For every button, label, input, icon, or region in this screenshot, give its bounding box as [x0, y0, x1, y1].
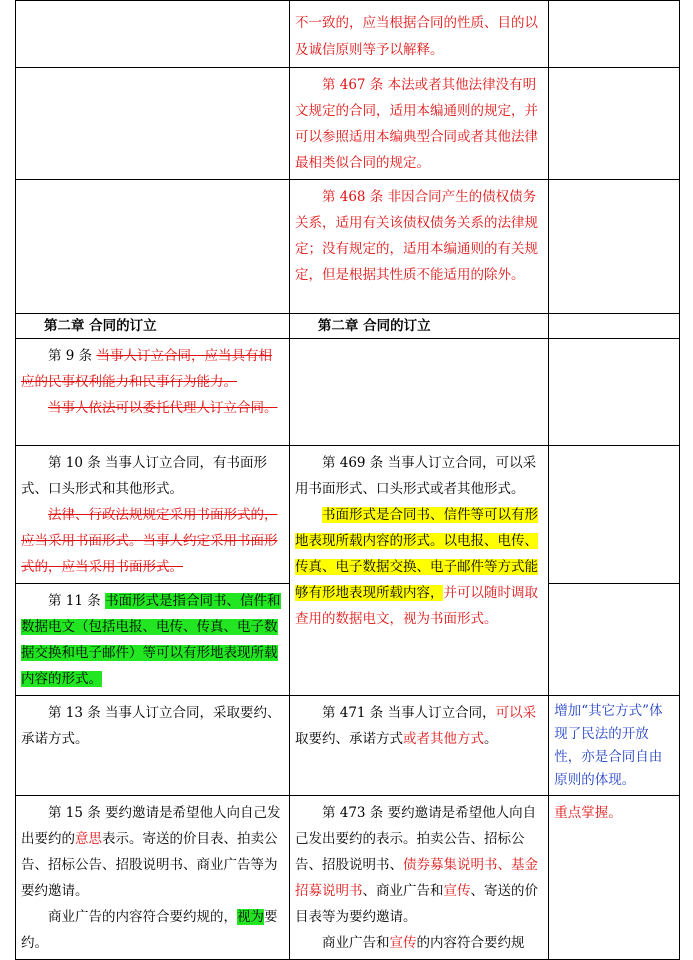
added-text: 并可以随时调取查用的数据电文，视为书面形式。 — [294, 585, 538, 627]
added-text: 可以采 — [495, 705, 537, 721]
old-law-cell — [16, 584, 290, 696]
article-15: 第 15 条 要约邀请是希望他人向自己发出要约的意思表示。寄送的价目表、拍卖公告、招标公告、招股说明书、商业广告等为要约邀请。 — [21, 805, 281, 899]
note-cell — [549, 1, 680, 68]
table-row — [16, 446, 680, 584]
added-text: 债券募集说明书、基金招募说明书 — [294, 857, 538, 899]
chapter-row — [16, 314, 680, 339]
civil-code-cell — [289, 696, 548, 796]
article-number: 第 9 条 — [48, 348, 97, 364]
article-text: 不一致的，应当根据合同的性质、目的以及诚信原则等予以解释。 — [294, 15, 538, 58]
table-row — [16, 796, 680, 960]
deleted-text: 法律、行政法规规定采用书面形式的，应当采用书面形式。当事人约定采用书面形式的，应当采用书面形式。 — [21, 507, 278, 575]
article-13: 第 13 条 当事人订立合同，采取要约、承诺方式。 — [21, 705, 281, 747]
table-row — [16, 68, 680, 180]
added-text: 宣传 — [443, 883, 471, 899]
law-comparison-table — [15, 0, 680, 960]
note-cell — [549, 796, 680, 960]
table-row — [16, 696, 680, 796]
note-cell — [549, 314, 680, 339]
article-10: 第 10 条 当事人订立合同，有书面形式、口头形式和其他形式。 — [21, 455, 268, 497]
article-468: 第 468 条 非因合同产生的债权债务关系，适用有关该债权债务关系的法律规定；没有规定的，适用本编通则的有关规定，但是根据其性质不能适用的除外。 — [294, 189, 538, 283]
old-law-cell — [16, 696, 290, 796]
old-law-cell — [16, 339, 290, 446]
table-row — [16, 1, 680, 68]
note-cell — [549, 696, 680, 796]
old-law-cell — [16, 68, 290, 180]
civil-code-cell — [289, 446, 548, 696]
note-cell — [549, 180, 680, 314]
article-9 — [21, 343, 284, 395]
civil-code-cell — [289, 68, 548, 180]
note-cell — [549, 68, 680, 180]
note-cell — [549, 446, 680, 584]
deleted-text: 当事人订立合同，应当具有相应的民事权利能力和民事行为能力。 — [21, 348, 272, 390]
commentary-note: 增加“其它方式”体现了民法的开放性，亦是合同自由原则的体现。 — [554, 703, 663, 788]
added-text: 或者其他方式 — [402, 731, 484, 747]
article-469-p2 — [295, 502, 543, 632]
old-law-cell — [16, 446, 290, 584]
article-473-p2: 商业广告和宣传的内容符合要约规 — [321, 935, 525, 951]
table-row — [16, 339, 680, 446]
note-cell — [549, 339, 680, 446]
article-11 — [21, 588, 284, 692]
note-cell — [549, 584, 680, 696]
chapter-heading: 第二章 合同的订立 — [43, 318, 157, 334]
old-law-cell — [16, 796, 290, 960]
deleted-text: 当事人依法可以委托代理人订立合同。 — [48, 400, 278, 416]
article-469: 第 469 条 当事人订立合同，可以采用书面形式、口头形式或者其他形式。 — [294, 455, 537, 497]
article-467: 第 467 条 本法或者其他法律没有明文规定的合同，适用本编通则的规定，并可以参照适用本编典型合同或者其他法律最相类似合同的规定。 — [294, 77, 538, 171]
highlighted-text: 书面形式是合同书、信件等可以有形地表现所载内容的形式。以电报、电传、传真、电子数据交换、电子邮件等方式能够有形地表现所载内容， — [294, 507, 538, 601]
old-law-cell — [16, 1, 290, 68]
civil-code-cell — [289, 339, 548, 446]
commentary-note: 重点掌握。 — [554, 805, 622, 821]
table-row — [16, 180, 680, 314]
highlighted-text: 视为 — [237, 909, 264, 925]
article-number: 第 11 条 — [48, 593, 106, 609]
old-law-cell — [16, 180, 290, 314]
changed-text: 意思 — [75, 831, 102, 847]
added-text: 宣传 — [389, 935, 417, 951]
civil-code-cell — [289, 1, 548, 68]
civil-code-cell — [289, 180, 548, 314]
civil-code-cell — [289, 314, 548, 339]
article-471: 第 471 条 当事人订立合同，可以采取要约、承诺方式或者其他方式。 — [294, 705, 537, 747]
chapter-heading: 第二章 合同的订立 — [317, 318, 431, 334]
article-15-p2: 商业广告的内容符合要约规的，视为要约。 — [21, 909, 278, 951]
highlighted-text: 书面形式是指合同书、信件和数据电文（包括电报、电传、传真、电子数据交换和电子邮件）等可以有形地表现所载内容的形式。 — [21, 593, 281, 687]
old-law-cell — [16, 314, 290, 339]
civil-code-cell — [289, 796, 548, 960]
article-473: 第 473 条 要约邀请是希望他人向自己发出要约的表示。拍卖公告、招标公告、招股说明书、债券募集说明书、基金招募说明书、商业广告和宣传、寄送的价目表等为要约邀请。 — [294, 805, 538, 925]
